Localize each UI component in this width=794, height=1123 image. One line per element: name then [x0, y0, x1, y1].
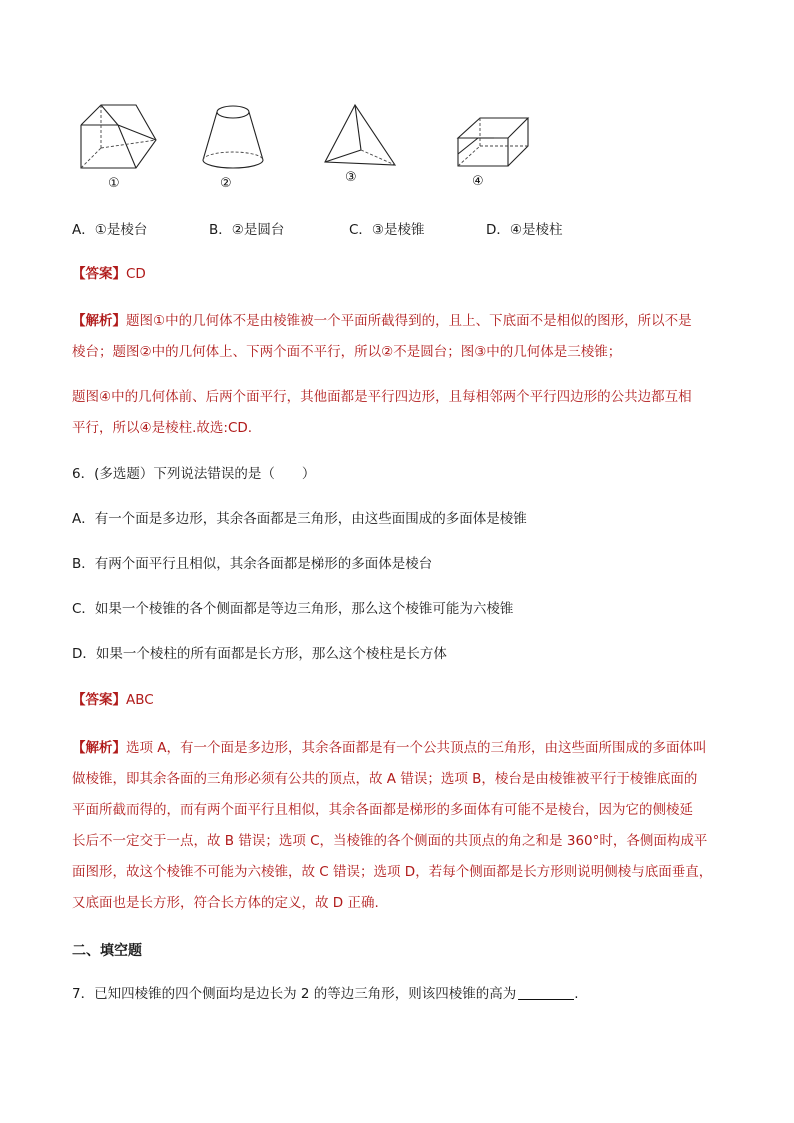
q6-answer [72, 690, 154, 710]
figure-2 [200, 100, 266, 191]
analysis-line: 面图形，故这个棱锥不可能为六棱锥，故 C 错误；选项 D，若每个侧面都是长方形则说明侧棱与底面垂直， [72, 864, 713, 880]
pyramid-figure-3 [323, 100, 399, 175]
answer-value: CD [126, 266, 146, 282]
q7-stem: 7．已知四棱锥的四个侧面均是边长为 2 的等边三角形，则该四棱锥的高为 . [72, 986, 579, 1002]
figure-label-4: ④ [472, 174, 484, 189]
analysis-line: 【解析】题图①中的几何体不是由棱锥被一个平面所截得到的，且上、下底面不是相似的图形，所以不是 [72, 313, 692, 329]
analysis-line: 长后不一定交于一点，故 B 错误；选项 C，当棱锥的各个侧面的共顶点的角之和是 360°时，各侧面构成平 [72, 833, 708, 849]
figure-label-3: ③ [345, 170, 357, 185]
section-title: 二、填空题 [72, 943, 142, 959]
q5-option-d: D．④是棱柱 [486, 222, 563, 238]
q6-analysis [72, 733, 732, 919]
prism-figure-4 [454, 100, 534, 175]
figure-label-1: ① [108, 176, 120, 191]
analysis-tag: 【解析】 [72, 313, 126, 329]
answer-tag: 【答案】 [72, 692, 126, 708]
cone-frustum-figure-2 [200, 100, 266, 175]
q6-option-b: B．有两个面平行且相似，其余各面都是梯形的多面体是棱台 [72, 556, 433, 572]
q5-options [72, 220, 563, 240]
analysis-tag: 【解析】 [72, 740, 126, 756]
q6-option-c: C．如果一个棱锥的各个侧面都是等边三角形，那么这个棱锥可能为六棱锥 [72, 601, 514, 617]
q5-answer [72, 264, 146, 284]
figure-3 [323, 100, 399, 185]
figure-4 [454, 100, 534, 189]
answer-blank [518, 985, 574, 1000]
q5-analysis [72, 306, 732, 368]
analysis-line: 平行，所以④是棱柱.故选:CD. [72, 420, 253, 436]
q5-option-a: A．①是棱台 [72, 222, 148, 238]
answer-value: ABC [126, 692, 154, 708]
analysis-line: 做棱锥，即其余各面的三角形必须有公共的顶点，故 A 错误；选项 B，棱台是由棱锥被平行于棱锥底面的 [72, 771, 698, 787]
analysis-line: 平面所截而得的，而有两个面平行且相似，其余各面都是梯形的多面体有可能不是棱台，因为它的侧棱延 [72, 802, 693, 818]
polyhedron-figure-1 [78, 100, 158, 175]
figure-1 [78, 100, 158, 191]
analysis-line: 棱台；题图②中的几何体上、下两个面不平行，所以②不是圆台；图③中的几何体是三棱锥； [72, 344, 622, 360]
figure-label-2: ② [220, 176, 232, 191]
q6-option-a: A．有一个面是多边形，其余各面都是三角形，由这些面围成的多面体是棱锥 [72, 511, 527, 527]
q6-stem: 6．(多选题）下列说法错误的是（ ） [72, 466, 316, 482]
q6-option-d: D．如果一个棱柱的所有面都是长方形，那么这个棱柱是长方体 [72, 646, 447, 662]
analysis-line: 题图④中的几何体前、后两个面平行，其他面都是平行四边形，且每相邻两个平行四边形的公共边都互相 [72, 389, 692, 405]
q5-analysis-continued [72, 382, 732, 444]
analysis-line: 【解析】选项 A，有一个面是多边形，其余各面都是有一个公共顶点的三角形，由这些面所围成的多面体叫 [72, 740, 707, 756]
q5-option-c: C．③是棱锥 [349, 222, 425, 238]
q5-option-b: B．②是圆台 [209, 222, 285, 238]
figures-row [70, 100, 590, 200]
answer-tag: 【答案】 [72, 266, 126, 282]
analysis-line: 又底面也是长方形，符合长方体的定义，故 D 正确. [72, 895, 379, 911]
